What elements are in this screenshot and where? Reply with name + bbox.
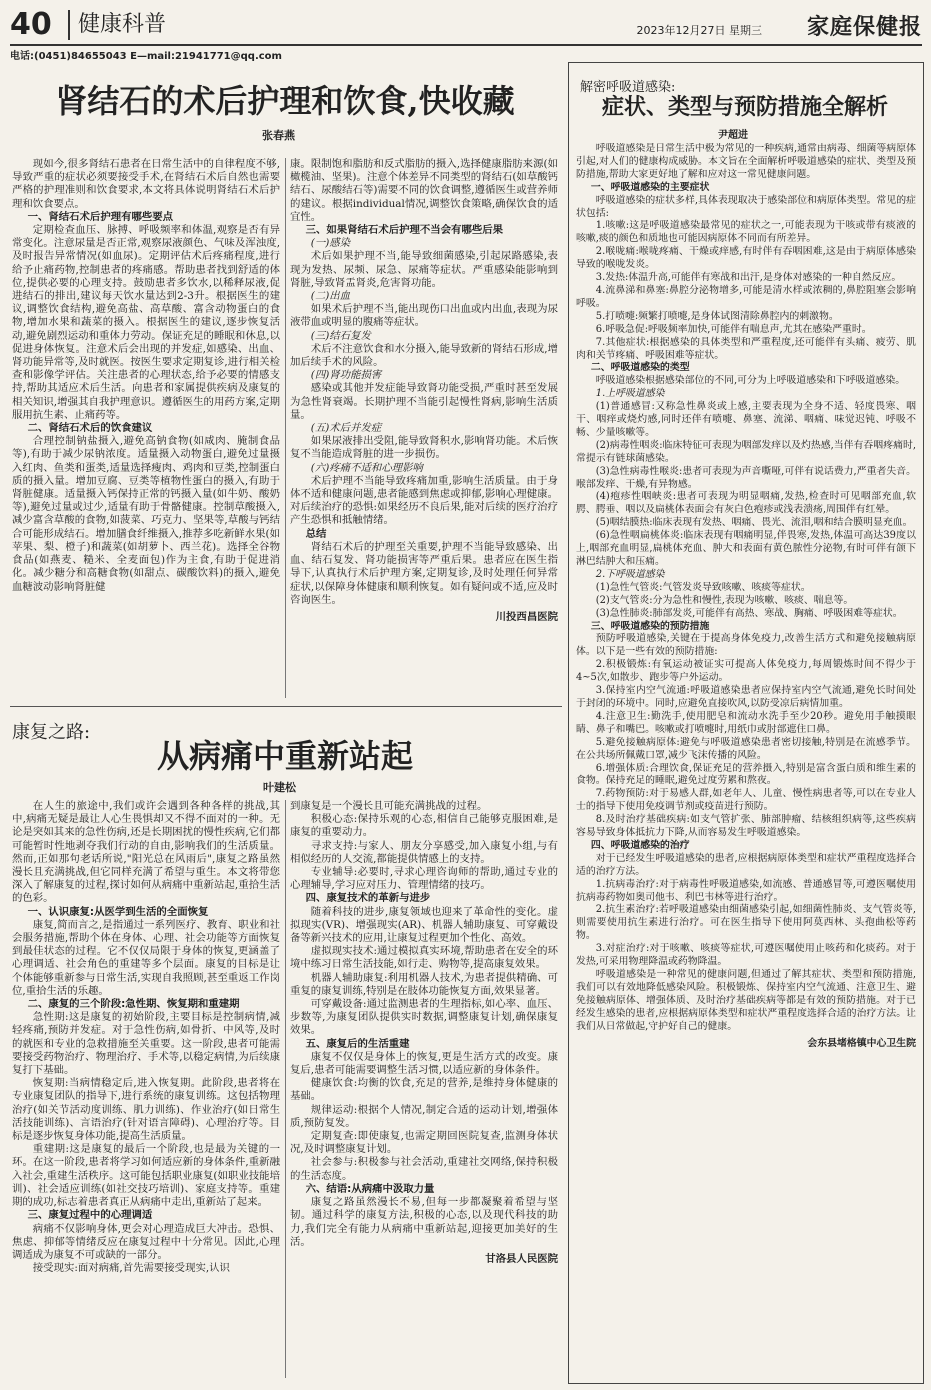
subheading: 三、呼吸道感染的预防措施 — [590, 620, 710, 632]
paragraph: 康复,简而言之,是指通过一系列医疗、教育、职业和社会服务措施,帮助个体在身体、心理、社会功能等方面恢复到最佳状态的过程。它不仅仅局限于身体的恢复,更涵盖了心理调适、社会角色的重建等多个层面。康复的目标是让个体能够重新参与日常生活,实现自我照顾,甚至重返工作岗位,重拾生活的乐趣。 — [12, 918, 280, 997]
article2-title: 从病痛中重新站起 — [156, 737, 413, 775]
paragraph: 专业辅导:必要时,寻求心理咨询师的帮助,通过专业的心理辅导,学习应对压力、管理情绪的技巧。 — [290, 866, 558, 892]
article3-kicker: 解密呼吸道感染: — [580, 80, 676, 95]
paragraph: (4)疱疹性咽峡炎:患者可表现为明显咽痛,发热,检查时可见咽部充血,软腭、腭垂、咽以及扁桃体表面会有灰白色疱疹或浅表溃疡,周围伴有红晕。 — [576, 491, 916, 516]
paragraph: 7.其他症状:根据感染的具体类型和严重程度,还可能伴有头痛、疲劳、肌肉和关节疼痛、呼吸困难等症状。 — [576, 336, 916, 361]
paragraph: 8.及时治疗基础疾病:如支气管扩张、肺部肿瘤、结核组织病等,这些疾病容易导致身体抵抗力下降,从而容易发生呼吸道感染。 — [576, 814, 916, 839]
paragraph: 4.流鼻涕和鼻塞:鼻腔分泌物增多,可能是清水样或浓稠的,鼻腔阻塞会影响呼吸。 — [576, 284, 916, 309]
article2-column-right — [290, 800, 558, 1380]
paragraph: 定期复查:即使康复,也需定期回医院复查,监测身体状况,及时调整康复计划。 — [290, 1130, 558, 1156]
subheading: 二、呼吸道感染的类型 — [590, 362, 690, 374]
paragraph: 恢复期:当病情稳定后,进入恢复期。此阶段,患者将在专业康复团队的指导下,进行系统的康复训练。这包括物理治疗(如关节活动度训练、肌力训练)、作业治疗(如日常生活技能训练)、言语治疗(针对语言障碍)、心理治疗等。目标是逐步恢复身体功能,提高生活质量。 — [12, 1077, 280, 1143]
article2-author: 叶建松 — [263, 781, 296, 794]
source-hospital: 甘洛县人民医院 — [485, 1252, 558, 1265]
paragraph: 规律运动:根据个人情况,制定合适的运动计划,增强体质,预防复发。 — [290, 1103, 558, 1129]
paragraph: 6.增强体质:合理饮食,保证充足的营养摄入,特别是富含蛋白质和维生素的食物。保持充足的睡眠,避免过度劳累和熬夜。 — [576, 762, 916, 787]
paragraph: 寻求支持:与家人、朋友分享感受,加入康复小组,与有相似经历的人交流,都能提供情感上的支持。 — [290, 839, 558, 865]
paragraph: 随着科技的进步,康复领域也迎来了革命性的变化。虚拟现实(VR)、增强现实(AR)、机器人辅助康复、可穿戴设备等新兴技术的应用,让康复过程更加个性化、高效。 — [290, 905, 558, 945]
paragraph: 重建期:这是康复的最后一个阶段,也是最为关键的一环。在这一阶段,患者将学习如何适应新的身体条件,重新融入社会,重建生活秩序。这可能包括职业康复(如职业技能培训)、社会适应训练(如社交技巧培训)、家庭支持等。重建期的成功,标志着患者真正从病痛中走出,重新站了起来。 — [12, 1143, 280, 1209]
paragraph: 康复不仅仅是身体上的恢复,更是生活方式的改变。康复后,患者可能需要调整生活习惯,以适应新的身体条件。 — [290, 1050, 558, 1077]
paragraph: (3)急性肺炎:肺部发炎,可能伴有高热、寒战、胸痛、呼吸困难等症状。 — [595, 607, 903, 619]
paragraph: 2.喉咙痛:喉咙疼痛、干燥或痒感,有时伴有吞咽困难,这是由于病原体感染导致的喉咙发炎。 — [576, 246, 916, 271]
paragraph: 2.抗生素治疗:若呼吸道感染由细菌感染引起,如细菌性肺炎、支气管炎等,则需要使用抗生素进行治疗。可在医生指导下使用阿莫西林、头孢曲松等药物。 — [576, 904, 916, 942]
minor-heading: (一)感染 — [310, 237, 351, 250]
paragraph: 合理控制钠盐摄入,避免高钠食物(如咸肉、腌制食品等),有助于减少尿钠浓度。适量摄入动物蛋白,避免过量摄入红肉、鱼类和蛋类,适量选择瘦肉、鸡肉和豆类,控制蛋白质的摄入量。增加豆腐、豆类等植物性蛋白的摄入,有助于肾脏健康。适量摄入钙保持正常的钙摄入量(如牛奶、酸奶等),避免过量或过少,适量有助于骨骼健康。控制草酸摄入,减少富含草酸的食物,如菠菜、巧克力、坚果等,草酸与钙结合可能形成结石。增加膳食纤维摄入,推荐多吃新鲜水果(如苹果、梨、橙子)和蔬菜(如胡萝卜、西兰花)。选择全谷物食品(如燕麦、糙米、全麦面包)作为主食,有助于促进消化。减少糖分和高糖食物(如甜点、碳酸饮料)的摄入,避免血糖波动影响肾脏健 — [12, 435, 280, 593]
paragraph: (2)病毒性咽炎:临床特征可表现为咽部发痒以及灼热感,当伴有吞咽疼痛时,常提示有链球菌感染。 — [576, 439, 916, 464]
subheading: 三、康复过程中的心理调适 — [27, 1209, 153, 1222]
article3-title: 症状、类型与预防措施全解析 — [601, 94, 888, 120]
paragraph: 预防呼吸道感染,关键在于提高身体免疫力,改善生活方式和避免接触病原体。以下是一些有效的预防措施: — [576, 633, 916, 658]
paragraph: (3)急性病毒性喉炎:患者可表现为声音嘶哑,可伴有说话费力,严重者失音。喉部发痒、干燥,有异物感。 — [576, 465, 916, 490]
paragraph: (1)急性气管炎:气管发炎导致咳嗽、咳痰等症状。 — [595, 581, 811, 593]
paragraph: 对于已经发生呼吸道感染的患者,应根据病原体类型和症状严重程度选择合适的治疗方法。 — [576, 852, 916, 877]
source-hospital: 会东县堵格镇中心卫生院 — [807, 1037, 916, 1049]
subheading: 三、如果肾结石术后护理不当会有哪些后果 — [305, 224, 504, 237]
article1-author: 张春燕 — [262, 129, 295, 142]
paragraph: 如果术后护理不当,能出现伤口出血或内出血,表现为尿液带血或明显的腹痛等症状。 — [290, 303, 558, 329]
paragraph: 急性期:这是康复的初始阶段,主要目标是控制病情,减轻疼痛,预防并发症。对于急性伤病,如骨折、中风等,及时的就医和专业的急救措施至关重要。这一阶段,患者可能需要接受药物治疗、物理治疗、手术等,以稳定病情,为后续康复打下基础。 — [12, 1011, 280, 1077]
paragraph: (2)支气管炎:分为急性和慢性,表现为咳嗽、咳痰、喘息等。 — [595, 594, 854, 606]
paragraph: 4.注意卫生:勤洗手,使用肥皂和流动水洗手至少20秒。避免用手触摸眼睛、鼻子和嘴巴。咳嗽或打喷嚏时,用纸巾或肘部遮住口鼻。 — [576, 710, 916, 735]
paragraph: 3.保持室内空气流通:呼吸道感染患者应保持室内空气流通,避免长时间处于封闭的环境中。同时,应避免直接吹风,以防受凉后病情加重。 — [576, 685, 916, 709]
paragraph: (5)咽结膜热:临床表现有发热、咽痛、畏光、流泪,咽和结合膜明显充血。 — [595, 517, 913, 529]
subheading: 二、康复的三个阶段:急性期、恢复期和重建期 — [27, 998, 240, 1011]
paper-name: 家庭保健报 — [806, 14, 922, 40]
paragraph: 病痛不仅影响身体,更会对心理造成巨大冲击。恐惧、焦虑、抑郁等情绪反应在康复过程中十分常见。因此,心理调适成为康复不可或缺的一部分。 — [12, 1222, 280, 1261]
article1-column-right — [290, 158, 558, 700]
paragraph: 术后不注意饮食和水分摄入,能导致新的肾结石形成,增加后续手术的风险。 — [290, 342, 558, 369]
paragraph: 感染或其他并发症能导致肾功能受损,严重时甚至发展为急性肾衰竭。长期护理不当能引起慢性肾病,影响生活质量。 — [290, 382, 558, 421]
paragraph: 术后护理不当能导致疼痛加重,影响生活质量。由于身体不适和健康问题,患者能感到焦虑或抑郁,影响心理健康。对后续治疗的恐惧:如果经历不良后果,能对后续的医疗治疗产生恐惧和抵触情绪。 — [290, 474, 558, 527]
minor-heading: (四)肾功能损害 — [310, 369, 382, 382]
paragraph: 1.抗病毒治疗:对于病毒性呼吸道感染,如流感、普通感冒等,可遵医嘱使用抗病毒药物如奥司他韦、利巴韦林等进行治疗。 — [576, 878, 916, 903]
article3-body — [576, 143, 916, 1377]
paragraph: 康复之路虽然漫长不易,但每一步都凝聚着希望与坚韧。通过科学的康复方法,积极的心态,以及现代科技的助力,我们完全有能力从病痛中重新站起,迎接更加美好的生活。 — [290, 1196, 558, 1248]
paragraph: 呼吸道感染是日常生活中极为常见的一种疾病,通常由病毒、细菌等病原体引起,对人们的健康构成威胁。本文旨在全面解析呼吸道感染的症状、类型及预防措施,帮助大家更好地了解和应对这一常见健康问题。 — [576, 143, 916, 180]
minor-heading: (三)结石复发 — [310, 329, 371, 342]
minor-heading: 1.上呼吸道感染 — [595, 388, 665, 400]
minor-heading: 2.下呼吸道感染 — [595, 568, 665, 580]
paragraph: 1.咳嗽:这是呼吸道感染最常见的症状之一,可能表现为干咳或带有痰液的咳嗽,痰的颜色和质地也可能因病原体不同而有所差异。 — [576, 220, 916, 245]
paragraph: 现如今,很多肾结石患者在日常生活中的自律程度不够,导致严重的症状必须要接受手术,在肾结石术后自然也需要严格的护理准则和饮食要求,本文将具体说明肾结石术后护理和饮食要点。 — [12, 158, 280, 210]
article1-column-left — [12, 158, 280, 700]
paragraph: 5.打喷嚏:频繁打喷嚏,是身体试图清除鼻腔内的刺激物。 — [595, 310, 839, 322]
minor-heading: (二)出血 — [310, 290, 351, 303]
paragraph: (1)普通感冒:又称急性鼻炎或上感,主要表现为全身不适、轻度畏寒、咽干、咽痒或烧灼感,同时还伴有喷嚏、鼻塞、流涕、咽痛、味觉迟钝、呼吸不畅、少量咳嗽等。 — [576, 401, 916, 438]
paragraph: 如果尿液排出受阻,能导致肾积水,影响肾功能。术后恢复不当能造成肾脏的进一步损伤。 — [290, 435, 558, 461]
paragraph: 虚拟现实技术:通过模拟真实环境,帮助患者在安全的环境中练习日常生活技能,如行走、购物等,提高康复效果。 — [290, 945, 558, 971]
subheading: 一、肾结石术后护理有哪些要点 — [27, 210, 174, 223]
subheading: 四、呼吸道感染的治疗 — [590, 839, 690, 851]
paragraph: 6.呼吸急促:呼吸频率加快,可能伴有喘息声,尤其在感染严重时。 — [595, 323, 872, 335]
subheading: 一、呼吸道感染的主要症状 — [590, 181, 710, 193]
subheading: 六、结语:从病痛中汲取力量 — [305, 1182, 435, 1195]
paragraph: 社会参与:积极参与社会活动,重建社交网络,保持积极的生活态度。 — [290, 1156, 558, 1182]
paragraph: 到康复是一个漫长且可能充满挑战的过程。 — [290, 800, 488, 812]
paragraph: 机器人辅助康复:利用机器人技术,为患者提供精确、可重复的康复训练,特别是在肢体功能恢复方面,效果显著。 — [290, 971, 558, 997]
minor-heading: (五)术后并发症 — [310, 422, 382, 435]
paragraph: 呼吸道感染的症状多样,具体表现取决于感染部位和病原体类型。常见的症状包括: — [576, 194, 916, 219]
paragraph: 5.避免接触病原体:避免与呼吸道感染患者密切接触,特别是在流感季节。在公共场所佩戴口罩,减少飞沫传播的风险。 — [576, 736, 916, 761]
page-number: 40 — [10, 7, 52, 42]
masthead — [10, 6, 922, 46]
article3-author: 尹超进 — [718, 130, 748, 141]
subheading: 二、肾结石术后的饮食建议 — [27, 422, 153, 435]
paragraph: 呼吸道感染根据感染部位的不同,可分为上呼吸道感染和下呼吸道感染。 — [595, 375, 906, 387]
paragraph: 术后如果护理不当,能导致细菌感染,引起尿路感染,表现为发热、尿频、尿急、尿痛等症状。严重感染能影响到肾脏,导致肾盂肾炎,危害肾功能。 — [290, 250, 558, 289]
article1-title: 肾结石的术后护理和饮食,快收藏 — [55, 82, 515, 120]
article2-kicker: 康复之路: — [12, 722, 91, 743]
subheading: 总结 — [305, 527, 327, 540]
paragraph: 积极心态:保持乐观的心态,相信自己能够克服困难,是康复的重要动力。 — [290, 813, 558, 839]
paragraph: 健康饮食:均衡的饮食,充足的营养,是维持身体健康的基础。 — [290, 1077, 558, 1103]
article2-column-left — [12, 800, 280, 1380]
paragraph: 定期检查血压、脉搏、呼吸频率和体温,观察是否有异常变化。注意尿量是否正常,观察尿液颜色、气味及浑浊度,及时报告异常情况(如血尿)。定期评估术后疼痛程度,进行给予止痛药物,控制患者的疼痛感。帮助患者找到舒适的体位,提供必要的心理支持。鼓励患者多饮水,以稀释尿液,促进结石的排出,建议每天饮水量达到2-3升。根据医生的建议,调整饮食结构,避免高盐、高草酸、富含动物蛋白的食物,增加水果和蔬菜的摄入。根据医生的建议,逐步恢复活动,避免剧烈运动和重体力劳动。保证充足的睡眠和休息,以促进身体恢复。注意术后会出现的并发症,如感染、出血、肾功能异常等,及时就医。按医生要求定期复诊,进行相关检查和影像学评估。关注患者的心理状态,给予必要的情感支持,帮助其适应术后生活。向患者和家属提供疾病及康复的相关知识,增强其自我护理意识。遵循医生的用药方案,定期服用抗生素、止痛药等。 — [12, 224, 280, 421]
contact-line: 电话:(0451)84655043 E—mail:21941771@qq.com — [10, 51, 282, 62]
paragraph: 肾结石术后的护理至关重要,护理不当能导致感染、出血、结石复发、肾功能损害等严重后果。患者应在医生指导下,认真执行术后护理方案,定期复诊,及时处理任何异常症状,以保障身体健康和顺利恢复。如有疑问或不适,应及时咨询医生。 — [290, 540, 558, 606]
paragraph: 3.对症治疗:对于咳嗽、咳痰等症状,可遵医嘱使用止咳药和化痰药。对于发热,可采用物理降温或药物降温。 — [576, 943, 916, 968]
paragraph: 接受现实:面对病痛,首先需要接受现实,认识 — [32, 1262, 230, 1275]
paragraph: (6)急性咽扁桃体炎:临床表现有咽痛明显,伴畏寒,发热,体温可高达39度以上,咽部充血明显,扁桃体充血、肿大和表面有黄色脓性分泌物,有时可伴有颌下淋巴结肿大和压痛。 — [576, 530, 916, 567]
paragraph: 康。限制饱和脂肪和反式脂肪的摄入,选择健康脂肪来源(如橄榄油、坚果)。注意个体差异不同类型的肾结石(如草酸钙结石、尿酸结石等)需要不同的饮食调整,遵循医生或营养师的建议。根据individual情况,调整饮食策略,确保饮食的适宜性。 — [290, 158, 558, 223]
issue-date: 2023年12月27日 星期三 — [636, 24, 762, 37]
paragraph: 可穿戴设备:通过监测患者的生理指标,如心率、血压、步数等,为康复团队提供实时数据,调整康复计划,确保康复效果。 — [290, 998, 558, 1037]
subheading: 五、康复后的生活重建 — [305, 1037, 410, 1050]
paragraph: 3.发热:体温升高,可能伴有寒战和出汗,是身体对感染的一种自然反应。 — [595, 272, 902, 284]
minor-heading: (六)疼痛不适和心理影响 — [310, 461, 423, 474]
paragraph: 2.积极锻炼:有氧运动被证实可提高人体免疫力,每周锻炼时间不得少于4~5次,如散步、跑步等户外运动。 — [576, 659, 916, 684]
source-hospital: 川投西昌医院 — [495, 610, 558, 623]
paragraph: 在人生的旅途中,我们或许会遇到各种各样的挑战,其中,病痛无疑是最让人心生畏惧却又不得不面对的一种。无论是突如其来的急性伤病,还是长期困扰的慢性疾病,它们都可能暂时性地剥夺我们行动的自由,影响我们的生活质量。然而,正如那句老话所说,"阳光总在风雨后",康复之路虽然漫长且充满挑战,但它同样充满了希望与重生。本文将带您深入了解康复的过程,探讨如何从病痛中重新站起,重拾生活的色彩。 — [12, 800, 280, 905]
article2-column-divider — [285, 800, 286, 1378]
paragraph: 7.药物预防:对于易感人群,如老年人、儿童、慢性病患者等,可以在专业人士的指导下使用免疫调节剂或疫苗进行预防。 — [576, 788, 916, 813]
subheading: 四、康复技术的革新与进步 — [305, 892, 431, 905]
subheading: 一、认识康复:从医学到生活的全面恢复 — [27, 905, 209, 918]
paragraph: 呼吸道感染是一种常见的健康问题,但通过了解其症状、类型和预防措施,我们可以有效地降低感染风险。积极锻炼、保持室内空气流通、注意卫生、避免接触病原体、增强体质、及时治疗基础疾病等都是有效的预防措施。对于已经发生感染的患者,应根据病原体类型和症状严重程度选择合适的治疗方法。让我们从日常做起,守护好自己的健康。 — [576, 969, 916, 1032]
article-divider — [10, 706, 562, 707]
section-name: 健康科普 — [68, 10, 166, 40]
article1-column-divider — [285, 158, 286, 698]
